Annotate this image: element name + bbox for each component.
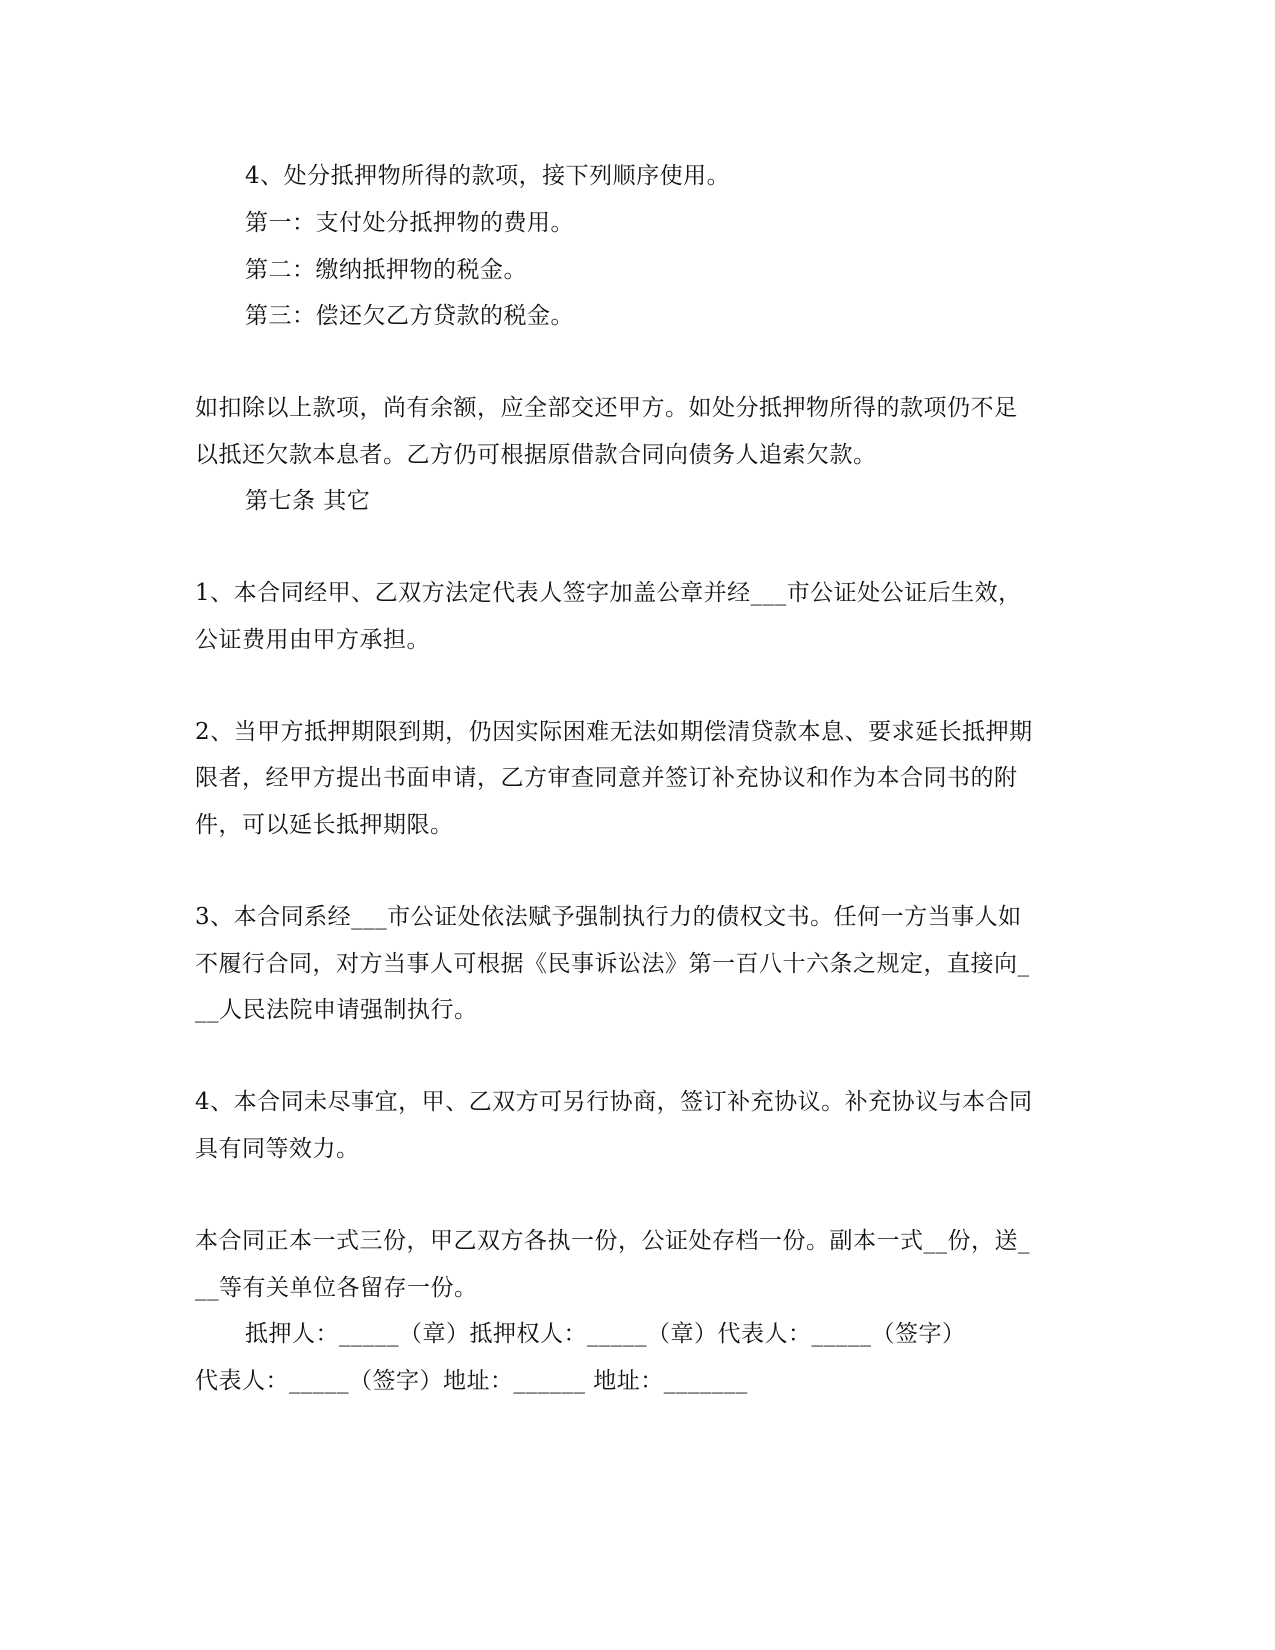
copies-line: __等有关单位各留存一份。	[195, 1275, 478, 1301]
signature-line-mortgagor: 抵押人：_____（章）抵押权人：_____（章）代表人：_____（签字）	[245, 1321, 966, 1347]
signature-line-representative: 代表人：_____（签字）地址：______ 地址：_______	[195, 1368, 748, 1394]
article-seven-title: 第七条 其它	[245, 488, 371, 514]
remainder-paragraph-line: 如扣除以上款项，尚有余额，应全部交还甲方。如处分抵押物所得的款项仍不足	[195, 395, 1018, 421]
clause-2-line: 件，可以延长抵押期限。	[195, 812, 454, 838]
clause-1-line: 公证费用由甲方承担。	[195, 627, 430, 653]
disposal-item-second: 第二：缴纳抵押物的税金。	[245, 257, 527, 283]
clause-1-line: 1、本合同经甲、乙双方法定代表人签字加盖公章并经___市公证处公证后生效，	[195, 580, 1022, 606]
clause-4-line: 具有同等效力。	[195, 1136, 360, 1162]
disposal-item-first: 第一：支付处分抵押物的费用。	[245, 210, 574, 236]
clause-4-line: 4、本合同未尽事宜，甲、乙双方可另行协商，签订补充协议。补充协议与本合同	[195, 1089, 1033, 1115]
copies-line: 本合同正本一式三份，甲乙双方各执一份，公证处存档一份。副本一式__份，送_	[195, 1228, 1030, 1254]
clause-2-line: 限者，经甲方提出书面申请，乙方审查同意并签订补充协议和作为本合同书的附	[195, 765, 1018, 791]
clause-2-line: 2、当甲方抵押期限到期，仍因实际困难无法如期偿清贷款本息、要求延长抵押期	[195, 719, 1033, 745]
clause-3-line: 3、本合同系经___市公证处依法赋予强制执行力的债权文书。任何一方当事人如	[195, 904, 1022, 930]
disposal-item-third: 第三：偿还欠乙方贷款的税金。	[245, 303, 574, 329]
clause-3-line: 不履行合同，对方当事人可根据《民事诉讼法》第一百八十六条之规定，直接向_	[195, 951, 1030, 977]
clause-3-line: __人民法院申请强制执行。	[195, 997, 478, 1023]
remainder-paragraph-line: 以抵还欠款本息者。乙方仍可根据原借款合同向债务人追索欠款。	[195, 442, 877, 468]
disposal-heading: 4、处分抵押物所得的款项，接下列顺序使用。	[245, 163, 731, 189]
